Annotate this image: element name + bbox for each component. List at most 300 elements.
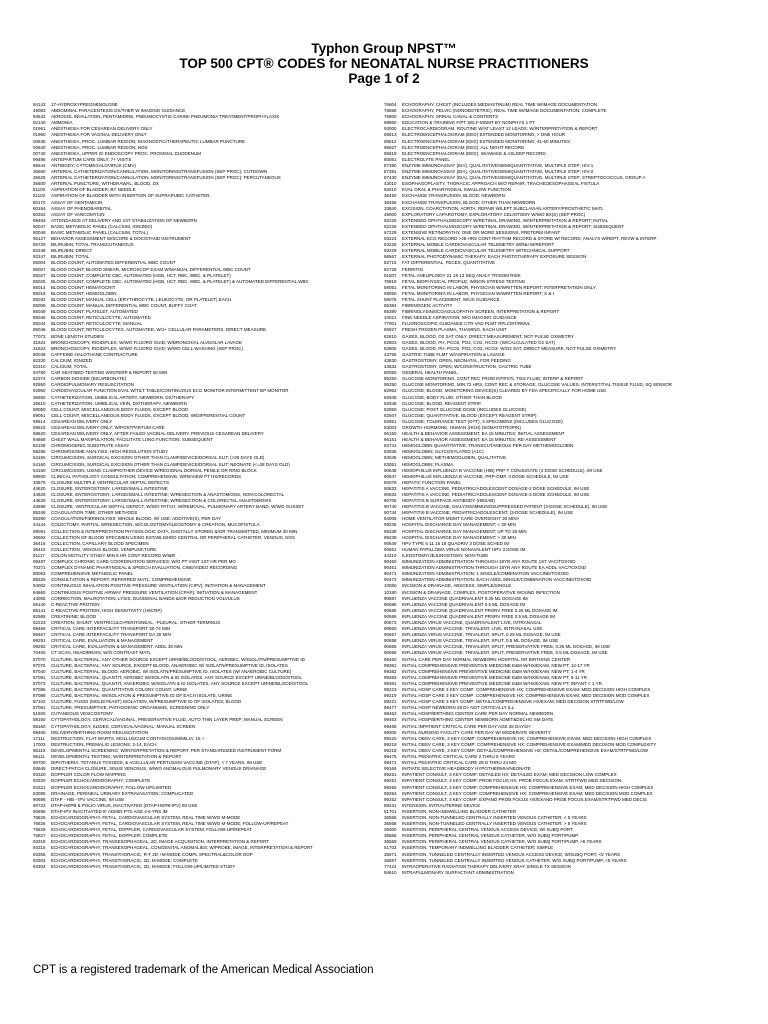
cpt-code: 99463 — [384, 711, 397, 717]
cpt-code: 80047 — [33, 223, 46, 229]
code-description: INITIAL HOSP/BIRTHING CENTER CARE PER DAY NORMAL NEWBORN — [402, 711, 553, 717]
code-description: BLOOD COUNT; RETICULOCYTE, MANUAL — [51, 321, 143, 327]
code-description: ECHOGRAPHY, CHEST (INCLUDES MEDIASTINUM) REAL TIME W/IMAGE DOCUMENTATION — [402, 102, 598, 107]
cpt-code: 99381 — [384, 662, 397, 668]
code-description: GASTRIC TUBE FLMT W/ASPIRATION & LAVAGE — [402, 351, 505, 357]
code-description: ECHOCARDIOGRAPHY, FETAL, CARDIOVASCULAR SYSTEM, REAL TIME W/WO M-MODE; FOLLOW-UP/REPEAT — [51, 821, 289, 827]
code-description: DOPPLER ECHOCARDIOGRAPHY; COMPLETE — [51, 778, 151, 784]
code-description: HOME VENTILATOR MGMT CARE OVERSIGHT 30 MIN> — [402, 516, 520, 522]
cpt-code: 99254 — [384, 790, 397, 796]
cpt-code: 99487 — [33, 559, 46, 565]
code-description: INPATIENT CONSULT, 3 KEY COMP: PROB FOCUS HX; PROB FOCUS EXAM; STRTFWD MED DECISION — [402, 778, 622, 784]
cpt-code: 87088 — [33, 693, 46, 699]
code-description: FETAL ANEUPLOIDY 21 18 13 SEQ ANALY TRISOM RISK — [402, 272, 521, 278]
cpt-code: 85044 — [33, 321, 46, 327]
cpt-code: 36660 — [33, 169, 46, 175]
code-description: INITIAL HOSP CARE 3 KEY COMP: COMPREHENSIVE HX; COMPREHENSIVE EXAM; MED DECISION MOD COMPLEX — [402, 693, 650, 699]
code-description: HOSPITAL DISCHARGE DAY MANAGEMENT; < 30 MIN — [402, 522, 516, 528]
code-description: COMPLEX DYNAMIC PHARYNGEAL & SPEECH EVALUATION, CINE/VIDEO RECORDING — [51, 565, 238, 571]
code-description: ECHOCARDIOGRAPHY, TRANSESOPHAGEAL, 2D, IMAGE ACQUISITION, INTERPRETATION & REPORT — [51, 839, 270, 845]
cpt-code: 93315 — [33, 845, 46, 851]
cpt-code: 99218 — [384, 747, 397, 753]
code-description: BASIC METABOLIC PANEL (CALCIUM, TOTAL) — [51, 229, 148, 235]
code-description: AEROSOL INHALATION, PENTAMIDINE, PNEUMOCYSTIS CARINII PNEUMONIA TREATMENT/PROPHYLAXIS — [51, 114, 280, 120]
code-description: CAFFEINE HALOTHANE CONTRACTURE — [51, 351, 138, 357]
cpt-code: 93303 — [33, 857, 46, 863]
cpt-code: 90686 — [384, 613, 397, 619]
code-description: BASIC METABOLIC PANEL (CALCIUM, IONIZED) — [51, 223, 153, 229]
cpt-code: 36600 — [33, 181, 46, 187]
code-description: COAGULATION TIME; OTHER METHODS — [51, 510, 138, 516]
cpt-code: 99305 — [384, 729, 397, 735]
code-description: ELECTROCARDIOGRAM, ROUTINE W/AT LEAST 12 LEADS; W/INTERPRETATION & REPORT — [402, 126, 598, 132]
code-description: CESAREAN DELIVERY ONLY — [51, 418, 113, 424]
code-description: INITIATE SELECTIVE HEAD/BODY HYPOTHERMIA/NEONATE — [402, 766, 531, 772]
cpt-code: 10060 — [384, 583, 397, 589]
cpt-code: 85384 — [384, 303, 397, 309]
code-description: HUMAN PAPILLOMA VIRUS NONAVALENT HPV 3 DOSE IM — [402, 546, 526, 552]
cpt-code: 99464 — [33, 217, 46, 223]
cpt-code: 93306 — [33, 851, 46, 857]
cpt-code: 96567 — [384, 254, 397, 260]
cpt-code: 31624 — [33, 339, 46, 345]
code-description: DRAINAGE, PERINEAL URINARY EXTRAVASATION; COMPLICATED — [51, 790, 194, 796]
code-description: GENERAL HEALTH PANEL — [402, 370, 458, 376]
cpt-code: 43830 — [384, 357, 397, 363]
cpt-code: 90651 — [384, 546, 397, 552]
code-description: DIRECT-PATCH CLOSURE, SINUS VENOSUS, W/WO ANOMALOUS PULMONARY VENOUS DRAINAGE — [51, 766, 267, 772]
code-description: BLOOD COUNT; HEMOGLOBIN — [51, 290, 117, 296]
cpt-code: 36555 — [384, 814, 397, 820]
left-code-column — [33, 102, 385, 870]
code-description: ECHOGRAPHY, PELVIC (NONOBSTETRIC), REAL TIME W/IMAGE DOCUMENTATION; COMPLETE — [402, 108, 607, 114]
code-description: BEHAVIOR ASSESSMENT W/SCORE & DOC/STAND INSTRUMENT — [51, 236, 191, 242]
code-description: FETAL SHUNT PLACEMENT, W/US GUIDANCE — [402, 297, 500, 302]
cpt-code: 99238 — [384, 528, 397, 534]
code-description: ASSAY OF VANCOMYCIN — [51, 211, 105, 217]
code-description: HEMOPHILUS INFLUENZA B VACCINE (HIB) PRP-T CONJUGATE (4 DOSE SCHEDULE), IM USE — [402, 467, 603, 473]
code-description: COMPLEX CHRONIC CARE COORDINATION SERVICES; W/O PT VISIT 1ST HR PER MO — [51, 559, 236, 565]
cpt-code: 36569 — [384, 839, 397, 845]
code-description: ESOPHAGOPLASTY, THORACIC APPROACH W/O REPAIR, TRACHEOESOPHAGEAL FISTULA — [402, 181, 600, 187]
cpt-code: 99091 — [33, 528, 46, 534]
code-description: HEPATITIS A VACCINE, PEDIATRIC/ADOLESCENT DOSAGE-3 DOSE SCHEDULE, IM USE — [402, 492, 590, 497]
cpt-code: 77001 — [384, 321, 397, 327]
code-description: CULTURE, BACTERIAL; ANY SOURCE, EXCEPT BLOOD, ANAEROBIC W/ ISOLATN/PRESUMPTIVE ID, ISOLATES — [51, 662, 288, 668]
code-description: CREATININE; BLOOD — [51, 613, 97, 619]
code-description: CULTURE, BACTERIAL; ANY OTHER SOURCE EXCEPT URINE/BLOOD/STOOL, AEROBIC, W/ISOLATN/PRESUMPTIVE ID — [51, 656, 305, 662]
cpt-code: 85032 — [33, 297, 46, 302]
cpt-code: 87070 — [33, 656, 46, 662]
code-description: BILIRUBIN; TOTAL — [51, 254, 90, 260]
cpt-code: 96127 — [33, 236, 46, 242]
cpt-code: 31622 — [33, 345, 46, 351]
code-description: GASTROSTOMY, OPEN, NEONATAL, FOR FEEDING — [402, 357, 511, 363]
code-description: ASPIRATION OF BLADDER WITH INSERTION OF SUPRAPUBIC CATHETER — [51, 193, 210, 199]
code-description: EXTERNAL MOBILE CARDIOVASCULAR TELEMETRY W/R&I W/REPORT — [402, 242, 555, 248]
code-description: ANESTHESIA FOR CESAREAN DELIVERY ONLY — [51, 126, 153, 132]
code-description: HEPATITIS A VACCINE, PEDIATRIC/ADOLESCENT DOSAGE-2 DOSE SCHEDULE, IM USE — [402, 485, 590, 491]
document-title: TOP 500 CPT® CODES for NEONATAL NURSE PRACTITIONERS — [179, 56, 589, 71]
cpt-code: 82945 — [384, 394, 397, 400]
cpt-code: 59620 — [33, 431, 46, 437]
cpt-code: 80184 — [33, 205, 46, 211]
code-description: GASES, BLOOD, O2 SAT ONLY, DIRECT MEASUREMENT, NOT PULSE OXIMETRY — [402, 333, 574, 339]
code-description: ELECTROENCEPHALOGRAM (EEG); W/AWAKE & ASLEEP RECORD — [402, 150, 546, 156]
code-description: HEMOGLOBIN QUANTITATIVE, TRANSCUTANEOUS PER DAY METHEMOGLOBIN — [402, 443, 574, 449]
cpt-code: 99383 — [384, 674, 397, 680]
code-description: GLUCOSE, BODY FLUID, OTHER THAN BLOOD — [402, 394, 503, 400]
cpt-code: 80202 — [33, 211, 46, 217]
cpt-code: 98960 — [384, 120, 397, 126]
cpt-code: 80076 — [384, 479, 397, 485]
code-description: CORRECTION, MALROTATION, LYSIS, DUODENAL BANDS &/OR REDUCTION VOLVULUS — [51, 595, 240, 601]
code-description: EXTENSIVE RETINOPATHY, ONE OR MORE SESSIONS, PRETERM INFANT — [402, 229, 561, 235]
cpt-code: 82565 — [33, 613, 46, 619]
cpt-code: 59051 — [384, 284, 397, 290]
code-description: COLLECTION & INTERPRETATION PHYSIOLOGIC DATA, DIGITALLY STORED &/OR TRANSMITTED, MINIMUM 30 MIN — [51, 528, 298, 534]
cpt-code: 99460 — [33, 729, 46, 735]
cpt-code: 94642 — [33, 114, 46, 120]
code-description: INITIAL HOSP NEWBORN 28 D> NOT CRITICALLY ILL — [402, 705, 515, 711]
cpt-code: 00635 — [33, 138, 46, 144]
code-description: CLOSURE, ENTEROSTOMY, LARGE/SMALL INTESTINE; W/RESECTION & COLORECTAL ANASTOMOSIS — [51, 498, 272, 504]
cpt-code: 90744 — [384, 510, 397, 516]
cpt-code: 77073 — [33, 333, 46, 339]
cpt-code: 59076 — [384, 297, 397, 302]
code-description: GLUCOSE; QUANTITATIVE, BLOOD (EXCEPT REAGENT STRIP) — [402, 412, 537, 418]
cpt-code: 82374 — [33, 376, 46, 382]
code-description: BILIRUBIN; TOTAL TRANSCUTANEOUS — [51, 242, 134, 248]
code-description: INITIAL HOSP CARE 3 KEY COMP: COMPREHENSIVE HX; COMPREHENSIVE EXAM; MED DECISION HIGH COMPLEX — [402, 687, 651, 692]
cpt-code: 87102 — [33, 699, 46, 705]
cpt-code: 89051 — [33, 412, 46, 418]
code-description: CIRCUMCISION, USING CLAMP/OTHER DEVICE W/REGIONAL DORSAL PENILE OR RING BLOCK — [51, 467, 257, 473]
cpt-code: 80051 — [384, 156, 397, 162]
code-description: INITIAL PEDIATRIC CRITICAL CARE 2 THRU 5 YEARS — [402, 754, 515, 760]
cpt-code: 87081 — [33, 705, 46, 711]
code-description: ECHOCARDIOGRAPHY, FETAL, CARDIOVASCULAR SYSTEM, REAL TIME W/WO M-MODE — [51, 814, 241, 820]
code-description: INSERTION, NON-TUNNELED CENTRALLY INSERTED VENOUS CATHETER; < 5 YEARS — [402, 814, 587, 820]
cpt-code: 70371 — [33, 565, 46, 571]
cpt-code: 83045 — [384, 455, 397, 461]
code-description: INITIAL COMPREHENSIVE PREVENTIVE MEDICINE E&M W/HX/EXAM, NEW PT; 12-17 YR — [402, 662, 590, 668]
code-description: CYTOPATHOLOGY, CERVICAL/VAGINAL, PRESERVATIVE FLUID, AUTO THIN LAYER PREP; MANUAL SCREEN — [51, 717, 283, 723]
code-description: CT SCAN, HEAD/BRAIN; W/O CONTRAST MATL — [51, 650, 152, 656]
cpt-code: 85018 — [33, 290, 46, 296]
code-description: EXCISION, COARCTATION, AORTA; REPAIR W/LEFT SUBCLAVIAN ARTERY/PROSTHETIC MATL — [402, 205, 604, 211]
code-description: INFLUENZA VACCINE QUADRIVALENT PRSRV FREE 0.25 ML DOSAGE IM — [402, 607, 558, 613]
cpt-code: 90647 — [384, 473, 397, 479]
cpt-code: 93304 — [33, 863, 46, 869]
cpt-code: 82810 — [384, 333, 397, 339]
cpt-code: 83741 — [384, 443, 397, 449]
code-description: CLINICAL PATHOLOGY CONSULTATION; COMPREHENSIVE, W/REVIEW PT HX/RECORDS — [51, 473, 242, 479]
code-description: GLUCOSE MONITORING, MIN 72 HRS, CONT REC & STORAGE, GLUCOSE VALUES, INTERSTITIAL TISSUE FLUID, SQ SENSOR — [402, 382, 672, 388]
code-description: CULTURE, PRESUMPTIVE, PATHOGENIC ORGANISMS, SCREENING ONLY — [51, 705, 210, 711]
code-description: ABDOMINAL PARACENTESIS DX/THER W IMAGING GUIDANCE — [51, 108, 186, 114]
code-description: CULTURE, BACTERIAL; W/ISOLATION & PRESUMPTIVE ID OF EACH ISOLATE, URINE — [51, 693, 233, 699]
code-description: INSERTION, NON-INDWELLING BLADDER CATHETER — [402, 808, 517, 814]
code-description: FETAL BIOPHYSICAL PROFILE; W/NON-STRESS TESTING — [402, 278, 526, 284]
cpt-code: 99460 — [384, 656, 397, 662]
code-description: ECHOCARDIOGRAPHY, TRANSTHORACIC, 2D, M-MODE; COMPLETE — [51, 857, 198, 863]
code-description: DTAP - HIB - IPV VACCINE, IM USE — [51, 796, 125, 802]
code-description: COLON MOTILITY STUDY MIN 6 HR CONT RECORD W/I&R — [51, 552, 176, 558]
code-description: CARBON DIOXIDE (BICARBONATE) — [51, 376, 127, 382]
code-description: INITIAL PEDIATRIC CRITICAL CARE 29 D THRU 24 MO — [402, 760, 517, 766]
cpt-code: 90649 — [384, 540, 397, 546]
cpt-code: 99252 — [384, 796, 397, 802]
cpt-code: 90660 — [384, 626, 397, 632]
code-description: INFLUENZA VACCINE QUADRIVALENT PRSRV FREE 0.5 ML DOSAGE IM — [402, 613, 556, 619]
cpt-code: 83036 — [384, 449, 397, 455]
code-description: CREATION, SHUNT; VENTRICULO-PERITONEAL, -PLEURAL, OTHER TERMINUS — [51, 619, 221, 625]
code-description: EXCHANGE TRANSFUSION, BLOOD; NEWBORN — [402, 193, 505, 199]
code-description: GASTROSTOMY, OPEN; W/CONSTRUCTION, GASTRIC TUBE — [402, 364, 532, 370]
code-description: ANESTHESIA, PROC. LUMBAR REGION; NOS — [51, 144, 148, 150]
cpt-code: 44625 — [33, 492, 46, 497]
code-description: IMMUNIZATION ADMINISTRATION; 1 SINGLE/COMBINATION VACCINE/TOXOID — [402, 571, 569, 577]
cpt-code: 76827 — [33, 833, 46, 839]
cpt-code: 85027 — [33, 272, 46, 278]
cpt-code: 82803 — [384, 339, 397, 345]
code-description: CESAREAN DELIVERY ONLY, AFTER FAILED VAGINAL DELIVERY, PREVIOUS CESAREAN DELIVERY — [51, 431, 264, 437]
code-description: ECHOGRAPHY, SPINAL CANAL & CONTENTS — [402, 114, 499, 120]
code-description: CALCIUM; TOTAL — [51, 364, 88, 370]
code-description: COLLECTION, VENOUS BLOOD, VENIPUNCTURE — [51, 546, 157, 552]
code-description: DTAP-IPV INACTIVATED IF ADMIN PTS AGE 4-6 YRS IM — [51, 808, 168, 814]
code-description: CHROMOGENIC SUBSTRATE ASSAY — [51, 443, 130, 449]
cpt-code: 99231 — [384, 802, 397, 808]
cpt-code: 36568 — [384, 833, 397, 839]
cpt-code: 70450 — [33, 650, 46, 656]
code-description: ATTENDANCE AT DELIVERY AND 1ST STABILIZATION OF NEWBORN — [51, 217, 197, 223]
cpt-code: 99467 — [33, 632, 46, 638]
code-description: ILEOSTOMY/JEJUNOSTOMY, NON-TUBE — [402, 552, 489, 558]
code-description: COLLECTION, CAPILLARY BLOOD SPECIMEN — [51, 540, 149, 546]
code-description: CHROMOSOME ANALYSIS; HIGH RESOLUTION STUDY — [51, 449, 169, 455]
cpt-code: 99486 — [33, 156, 46, 162]
cpt-code: 99475 — [384, 754, 397, 760]
code-description: COMPREHENSIVE METABOLIC PANEL — [51, 571, 134, 577]
code-description: C-REACTIVE PROTEIN — [51, 601, 100, 607]
cpt-code: 82310 — [33, 364, 46, 370]
code-description: CULTURE, BACTERIAL; BLOOD, AEROBIC, W/ ISOLATN/PRESUMPTIVE ID, ISOLATES (W/ ANAEROBIC CULTURE) — [51, 668, 292, 674]
cpt-code: 90472 — [384, 577, 397, 583]
code-description: INSERTION, PERIPHERAL CENTRAL VENOUS CATHETER, W/O SUBQ PORT/PUMP, >5 YEARS — [402, 839, 602, 845]
code-description: CAR SEAT/BED TESTING W/INTERP & REPORT 60 MIN — [51, 370, 168, 376]
code-description: 17-HYDROXYPREGNENOLONE — [51, 102, 118, 107]
code-description: GASES, BLOOD, PH, PCO2, PO2, CO2, HCO3- (W/CALCULATED O2 SAT) — [402, 339, 556, 345]
cpt-code: 90657 — [384, 632, 397, 638]
cpt-code: 51701 — [384, 808, 397, 814]
cpt-code: 82805 — [384, 345, 397, 351]
cpt-code: 88160 — [33, 723, 46, 729]
code-description: BLOOD COUNT; HEMATOCRIT — [51, 284, 116, 290]
cpt-code: 82140 — [33, 120, 46, 126]
cpt-code: 85348 — [33, 510, 46, 516]
code-description: CATHETERIZATION, UMBILICAL VEIN, DX/THERAPY, NEWBORN — [51, 400, 187, 406]
code-description: ASPIRATION OF BLADDER; BY NEEDLE — [51, 187, 136, 193]
cpt-code: 44055 — [33, 595, 46, 601]
code-description: INITIAL HOSP/BIRTHING CENTER NEWBORN ADMIT&DSCHG SM DATE — [402, 717, 554, 723]
cpt-code: 90633 — [384, 485, 397, 491]
code-row — [384, 870, 756, 876]
code-description: EDUCATION & TRAINING F/PT SELF-MGMT BY NONPHYS 1 PT — [402, 120, 536, 126]
cpt-code: 99236 — [384, 522, 397, 528]
cpt-code: 44620 — [33, 485, 46, 491]
cpt-code: 43010 — [384, 181, 397, 187]
code-description: CIRCUMCISION, SURGICAL EXCISION OTHER THAN CLAMP/DEVICE/DORSAL SLIT; NEONATE (<=28 DAYS OLD) — [51, 461, 290, 467]
cpt-code: 44626 — [33, 498, 46, 504]
code-description: COLLECTION OF BLOOD SPECIMEN USING ESTABLISHED CENTRAL OR PERIPHERAL CATHETER, VENOUS, NOS — [51, 534, 296, 540]
code-description: HEMOGLOBIN; PLASMA — [402, 461, 454, 467]
cpt-code: 90655 — [384, 644, 397, 650]
code-description: CRITICAL CARE INTERFACILITY TRANSPORT EA 30 MIN — [51, 632, 171, 638]
cpt-code: 82947 — [384, 412, 397, 418]
cpt-code: 99255 — [384, 784, 397, 790]
cpt-code: 00740 — [33, 150, 46, 156]
cpt-code: 99219 — [384, 693, 397, 699]
code-description: EXCHANGE TRANSFUSION, BLOOD; OTHER THAN NEWBORN — [402, 199, 536, 205]
code-description: INITIAL OBSV CARE, 3 KEY COMP: COMPREHENSIVE HX; COMPREHENSIVE EXAM; MED DECISION HIGH COMPLEX — [402, 735, 652, 741]
code-description: INPATIENT CONSULT, 3 KEY COMP: COMPREHENSIVE HX; COMPREHENSIVE EXAM; MED DECISION MOD COMPLEX — [402, 790, 653, 796]
cpt-code: 80048 — [33, 229, 46, 235]
code-description: INSERTION, PERIPHERAL CENTRAL VENOUS CATHETER, W/O SUBQ PORT/PUMP — [402, 833, 579, 839]
cpt-code: 99500 — [33, 473, 46, 479]
code-description: DEVELOPMENTAL TESTING; W/INTERPRETATION & REPORT — [51, 754, 182, 760]
code-description: ANTEPARTUM CARE ONLY; 7+ VISITS — [51, 156, 132, 162]
code-description: CONTINUOUS POSITIVE AIRWAY PRESSURE VENTILATION (CPAP); INITIATION & MANAGEMENT — [51, 589, 258, 595]
code-description: INITIAL COMPREHENSIVE PREVENTIVE MEDICINE E&M W/HX/EXAM, NEW PT; INFANT < 1 YR — [402, 680, 602, 686]
code-description: C-REACTIVE PROTEIN; HIGH SENSITIVITY (HSCRP) — [51, 607, 162, 613]
code-description: BLOOD COUNT; MANUAL CELL (ERYTHROCYTE, LEUKOCYTE, OR PLATELET) EACH — [51, 297, 232, 302]
cpt-code: 59515 — [33, 424, 46, 430]
cpt-code: 80049 — [33, 351, 46, 357]
code-description: CHEST WALL MANIPULATION, FACILITATE LUNG FUNCTION; SUBSEQUENT — [51, 437, 213, 443]
code-description: INSERTION, NON-TUNNELED CENTRALLY INSERTED VENOUS CATHETER; > 5 YEARS — [402, 821, 587, 827]
code-description: CELL COUNT, MISCELLANEOUS BODY FLUIDS, EXCEPT BLOOD — [51, 406, 189, 412]
code-description: ANESTHESIA FOR VAGINAL DELIVERY ONLY — [51, 132, 147, 138]
cpt-code: 96111 — [33, 754, 45, 760]
cpt-code: 99471 — [384, 760, 397, 766]
cpt-code: 99291 — [33, 638, 46, 644]
cpt-code: 94002 — [33, 583, 46, 589]
cpt-code: 95250 — [384, 376, 397, 382]
code-description: BLOOD COUNT; COMPLETE CBC, AUTOMATED (HGB, HCT, RBC, WBC, & PLATELET) & AUTOMATED DIFFERENTIAL WBC — [51, 278, 309, 284]
cpt-code: 53085 — [33, 790, 46, 796]
cpt-code: 82108 — [33, 443, 46, 449]
code-description: ASSAY OF GENTAMICIN — [51, 199, 103, 205]
cpt-code: 76604 — [384, 102, 397, 107]
code-description: COAGULATION/FIBRINOLYSIS; WHOLE BLOOD, W/ USE: ADDITIVE(S), PER DAY — [51, 516, 221, 522]
code-description: ELECTROENCEPHALOGRAM (EEG) EXTENDED MONITORING; 41-60 MINUTES — [402, 138, 570, 144]
code-description: AMMONIA — [51, 120, 73, 126]
code-description: FETAL MONITORING IN LABOR, PHYSICIAN W/WRITTEN REPORT; S & I — [402, 290, 554, 296]
cpt-code: 82950 — [384, 406, 397, 412]
code-description: ANTIBODY; CYTOMEGALOVIRUS (CMV) — [51, 162, 136, 168]
cpt-code: 85390 — [384, 309, 397, 315]
cpt-code: 76818 — [384, 278, 397, 284]
code-description: CULTURE, FUNGI (MOLD/YEAST) ISOLATION, W/PRESUMPTIVE ID OF ISOLATES; BLOOD — [51, 699, 242, 705]
cpt-code: 85007 — [33, 266, 46, 272]
cpt-code: 87390 — [384, 162, 397, 168]
code-description: ARTERIAL PUNCTURE, WITHDRAWAL, BLOOD, DX — [51, 181, 159, 187]
cpt-code: 36415 — [33, 546, 46, 552]
cpt-code: 80170 — [33, 199, 46, 205]
cpt-code: 93320 — [33, 772, 46, 778]
code-description: CULTURE, BACTERIAL; QUANTIT, AEROBIC W/ISOLATN & ID ISOLATES, ANY SOURCE EXCEPT URINE/BLOOD/STOOL — [51, 674, 303, 680]
code-description: ASSAY OF PHENOBARBITAL — [51, 205, 112, 211]
cpt-code: 90687 — [384, 595, 397, 601]
cpt-code: 86720 — [33, 242, 46, 248]
code-description: IMMUNIZATION ADMINISTRATION THROUGH 18YR ANY ROUTE EA ADDL VAC/TOXOID — [402, 565, 586, 571]
cpt-code: 44144 — [33, 522, 46, 528]
cpt-code: 86927 — [384, 327, 397, 333]
cpt-code: 96110 — [33, 747, 46, 753]
cpt-code: 95827 — [384, 144, 397, 150]
cpt-code: 59050 — [384, 290, 397, 296]
code-description: CLOSURE, ENTEROSTOMY, LARGE/SMALL INTESTINE; W/RESECTION & ANASTOMOSIS, NON-COLORECTAL — [51, 492, 285, 497]
code-description: BRONCHOSCOPY, RIGID/FLEX, W/WO FLUORO GUID; W/WO CELL WASHING (SEP PROC) — [51, 345, 244, 351]
page-indicator: Page 1 of 2 — [348, 71, 420, 86]
code-description: INFLUENZA VIRUS VACCINE, TRIVALENT, SPLIT, 0.25 ML DOSAGE, IM USE — [402, 632, 561, 638]
code-description: FIBRINOGEN; ACTIVITY — [402, 303, 453, 309]
cpt-code: 90648 — [384, 467, 397, 473]
cpt-code: 36568 — [384, 821, 397, 827]
cpt-code: 92225 — [384, 217, 397, 223]
code-description: INFLUENZA VIRUS VACCINE, QUADRIVALENT LIVE, INTRANASAL — [402, 619, 542, 625]
code-description: DOPPLER ECHOCARDIOGRAPHY; FOLLOW-UP/LIMITED — [51, 784, 172, 790]
cpt-code: 51702 — [384, 845, 397, 851]
cpt-code: 99239 — [384, 534, 397, 540]
cpt-code: 00630 — [33, 144, 46, 150]
code-description: EXTERNAL MOBILE CARDIOVASCULAR TELEMETRY W/TECHNICAL SUPPORT — [402, 248, 570, 254]
cpt-code: 94005 — [384, 516, 397, 522]
code-description: CALCIUM; IONIZED — [51, 357, 93, 363]
code-description: GASES, BLOOD, PH, PCO2, PO2, CO2, HCO3- W/O2 SAT, DIRECT MEASURE, NOT PULSE OXIMETRY — [402, 345, 617, 351]
code-description: FIBRINOLYSINS/COAGULOPATHY SCREEN, INTERPRETATION & REPORT — [402, 309, 560, 315]
code-description: EVAL ORAL & PHARYNGEAL SWALLOW FUNCTION — [402, 187, 511, 193]
code-description: ELECTROENCEPHALOGRAM (EEG); ALL NIGHT RECORD — [402, 144, 525, 150]
code-description: ECHOCARDIOGRAPHY, FETAL, DOPPLER, CARDIOVASCULAR SYSTEM; FOLLOW-UP/REPEAT — [51, 827, 252, 833]
code-description: ENZYME IMMUNOASSAY (EIA), QUALITATIVE/SEMIQUANTITATIVE, MULTIPLE STEP; HIV-1 — [402, 162, 594, 168]
cpt-code: 93228 — [384, 242, 397, 248]
code-description: GLUCOSE; POST GLUCOSE DOSE (INCLUDES GLUCOSE) — [402, 406, 527, 412]
code-description: ANESTHESIA, PROC. LUMBAR REGION; DIAGNOSTIC/THERAPEUTIC LUMBAR PUNCTURE — [51, 138, 246, 144]
code-description: ENZYME IMMUNOASSAY (EIA), QUALITATIVE/SEMIQUANTITATIVE, MULTIPLE STEP; STREPTOCOCCUS, GROUP A — [402, 175, 646, 181]
code-description: HEPATITIS B VACCINE, DIALYSIS/IMMUNOSUPPRESSED PATIENT (3-DOSE SCHEDULE), IM USE — [402, 504, 608, 510]
code-description: INITIAL HOSP CARE 3 KEY COMP: DETAIL/COMPREHENSIVE HX/EXAM; MED DECISION STRTFWD/LOW — [402, 699, 624, 705]
code-description: CLOSURE, ENTEROSTOMY, LARGE/SMALL INTESTINE — [51, 485, 168, 491]
code-description: ECHOCARDIOGRAPHY, TRANSTHORACIC, 2D, M-MODE; FOLLOW-UP/LIMITED STUDY — [51, 863, 236, 869]
cpt-code: 80050 — [384, 370, 397, 376]
code-description: INPATIENT CONSULT, 3 KEY COMP: EXPAND PROB FOCUS HX/EXAND PROB FOCUS EXAM/STRTFWD MED DECIS — [402, 796, 647, 802]
cpt-code: 87075 — [33, 662, 46, 668]
code-description: CULTURE, BACTERIAL; QUANTIT, ANAEROBIC W/ISOLATN & ID ISOLATES, ANY SOURCE EXCEPT URINE/BLOOD/STOOL — [51, 680, 309, 686]
cpt-code: 62223 — [33, 619, 46, 625]
code-description: FERRITIN — [402, 266, 423, 272]
cpt-code: 83051 — [384, 461, 397, 467]
cpt-code: 99219 — [384, 741, 397, 747]
cpt-code: 87391 — [384, 169, 397, 175]
cpt-code: 17111 — [33, 735, 45, 741]
code-row — [33, 864, 385, 870]
cpt-code: 82951 — [384, 418, 397, 424]
code-description: ECHOCARDIOGRAPHY, TRANSTHORACIC, R-T 2D +M-MODE COMPL SPECTRAL&COLOR DOP — [51, 851, 253, 857]
cpt-code: 95250 — [384, 382, 397, 388]
